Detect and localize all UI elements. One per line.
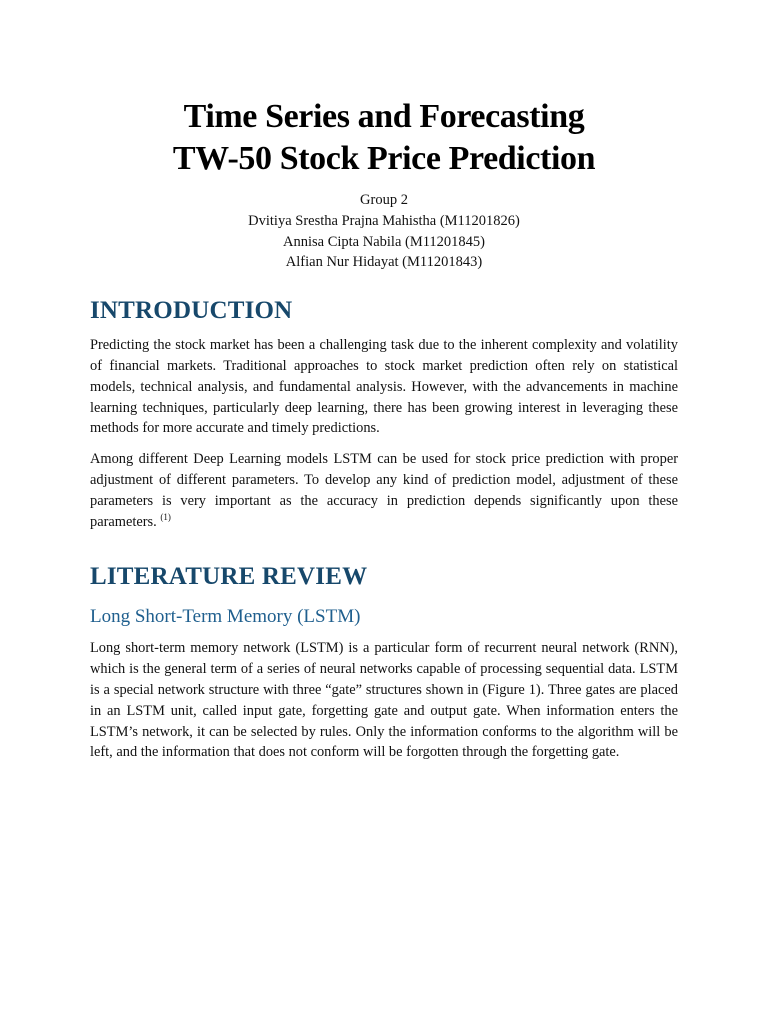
title-line-2: TW-50 Stock Price Prediction: [172, 140, 596, 177]
introduction-paragraph-1: Predicting the stock market has been a challenging task due to the inherent complexity and volatility of financial markets. Traditional approaches to stock market prediction often rely on statistical models, technical analysis, and fundamental analysis. However, with the advancements in machine learning techniques, particularly deep learning, there has been growing interest in leveraging these methods for more accurate and timely predictions.: [90, 337, 678, 437]
introduction-heading: INTRODUCTION: [90, 297, 293, 325]
lstm-subheading: Long Short-Term Memory (LSTM): [90, 606, 361, 628]
document-title: [90, 96, 678, 180]
author-1: Dvitiya Srestha Prajna Mahistha (M11201826): [248, 212, 520, 229]
lstm-paragraph: Long short-term memory network (LSTM) is a particular form of recurrent neural network (RNN), which is the general term of a series of neural networks capable of processing sequential data. LSTM is a special network structure with three “gate” structures shown in (Figure 1). Three gates are placed in an LSTM unit, called input gate, forgetting gate and output gate. When information enters the LSTM’s network, it can be selected by rules. Only the information conforms to the algorithm will be left, and the information that does not conform will be forgotten through the forgetting gate.: [90, 640, 678, 761]
literature-review-heading: LITERATURE REVIEW: [90, 563, 368, 591]
author-2: Annisa Cipta Nabila (M11201845): [282, 233, 486, 250]
title-line-1: Time Series and Forecasting: [183, 98, 585, 135]
author-block: [90, 190, 678, 273]
citation-marker: (1): [160, 511, 171, 522]
group-label: Group 2: [360, 192, 408, 208]
introduction-paragraph-2: [90, 449, 678, 532]
author-3: Alfian Nur Hidayat (M11201843): [285, 254, 483, 271]
introduction-paragraph-2-text: Among different Deep Learning models LSTM can be used for stock price prediction with proper adjustment of different parameters. To develop any kind of prediction model, adjustment of these parameters is very important as the accuracy in prediction depends significantly upon these parameters.: [90, 451, 678, 530]
